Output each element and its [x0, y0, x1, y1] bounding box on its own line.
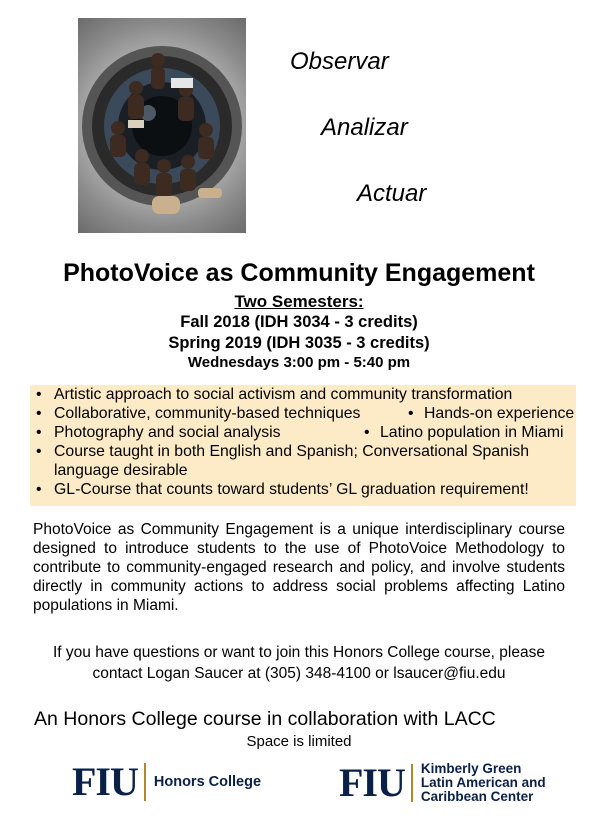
highlight-item: • Artistic approach to social activism and community transformation [30, 385, 576, 404]
highlight-item: • Course taught in both English and Spanish; Conversational Spanish language desirable [30, 442, 576, 480]
highlight-item: • GL-Course that counts toward students’ GL graduation requirement! [30, 480, 576, 499]
honors-college-name: Honors College [153, 774, 262, 790]
logo-divider [411, 764, 413, 802]
spring-session: Spring 2019 (IDH 3035 - 3 credits) [168, 334, 430, 352]
collaboration-note: An Honors College course in collaboration with LACC [34, 708, 496, 730]
highlight-item: • Collaborative, community-based techniques • Hands-on experience [30, 404, 576, 423]
lens-group-photo [78, 18, 246, 233]
meeting-schedule: Wednesdays 3:00 pm - 5:40 pm [187, 354, 411, 371]
course-highlights [30, 385, 576, 506]
lacc-name: Kimberly Green Latin American and Caribbean Center [420, 761, 546, 804]
space-limited-note: Space is limited [246, 733, 352, 750]
fiu-lacc-logo [339, 762, 546, 804]
logo-divider [144, 763, 146, 801]
motto-observar: Observar [290, 48, 389, 75]
semesters-heading: Two Semesters: [234, 292, 364, 311]
course-title: PhotoVoice as Community Engagement [63, 259, 535, 287]
fall-session: Fall 2018 (IDH 3034 - 3 credits) [180, 313, 418, 331]
highlight-item: • Photography and social analysis • Latino population in Miami [30, 423, 576, 442]
contact-info: If you have questions or want to join this Honors College course, please contact Logan Saucer at (305) 348-4100 or lsaucer@fiu.edu [53, 644, 545, 682]
motto-analizar: Analizar [321, 114, 408, 141]
fiu-wordmark: FIU [72, 759, 138, 804]
fiu-honors-college-logo [72, 759, 262, 804]
course-description: PhotoVoice as Community Engagement is a unique interdisciplinary course designed to introduce students to the use of PhotoVoice Methodology to contribute to community-engaged research and policy, and involve students directly in community actions to address social problems affecting Latino populations in Miami. [33, 521, 565, 614]
fiu-wordmark: FIU [339, 760, 405, 805]
motto-actuar: Actuar [357, 180, 427, 207]
